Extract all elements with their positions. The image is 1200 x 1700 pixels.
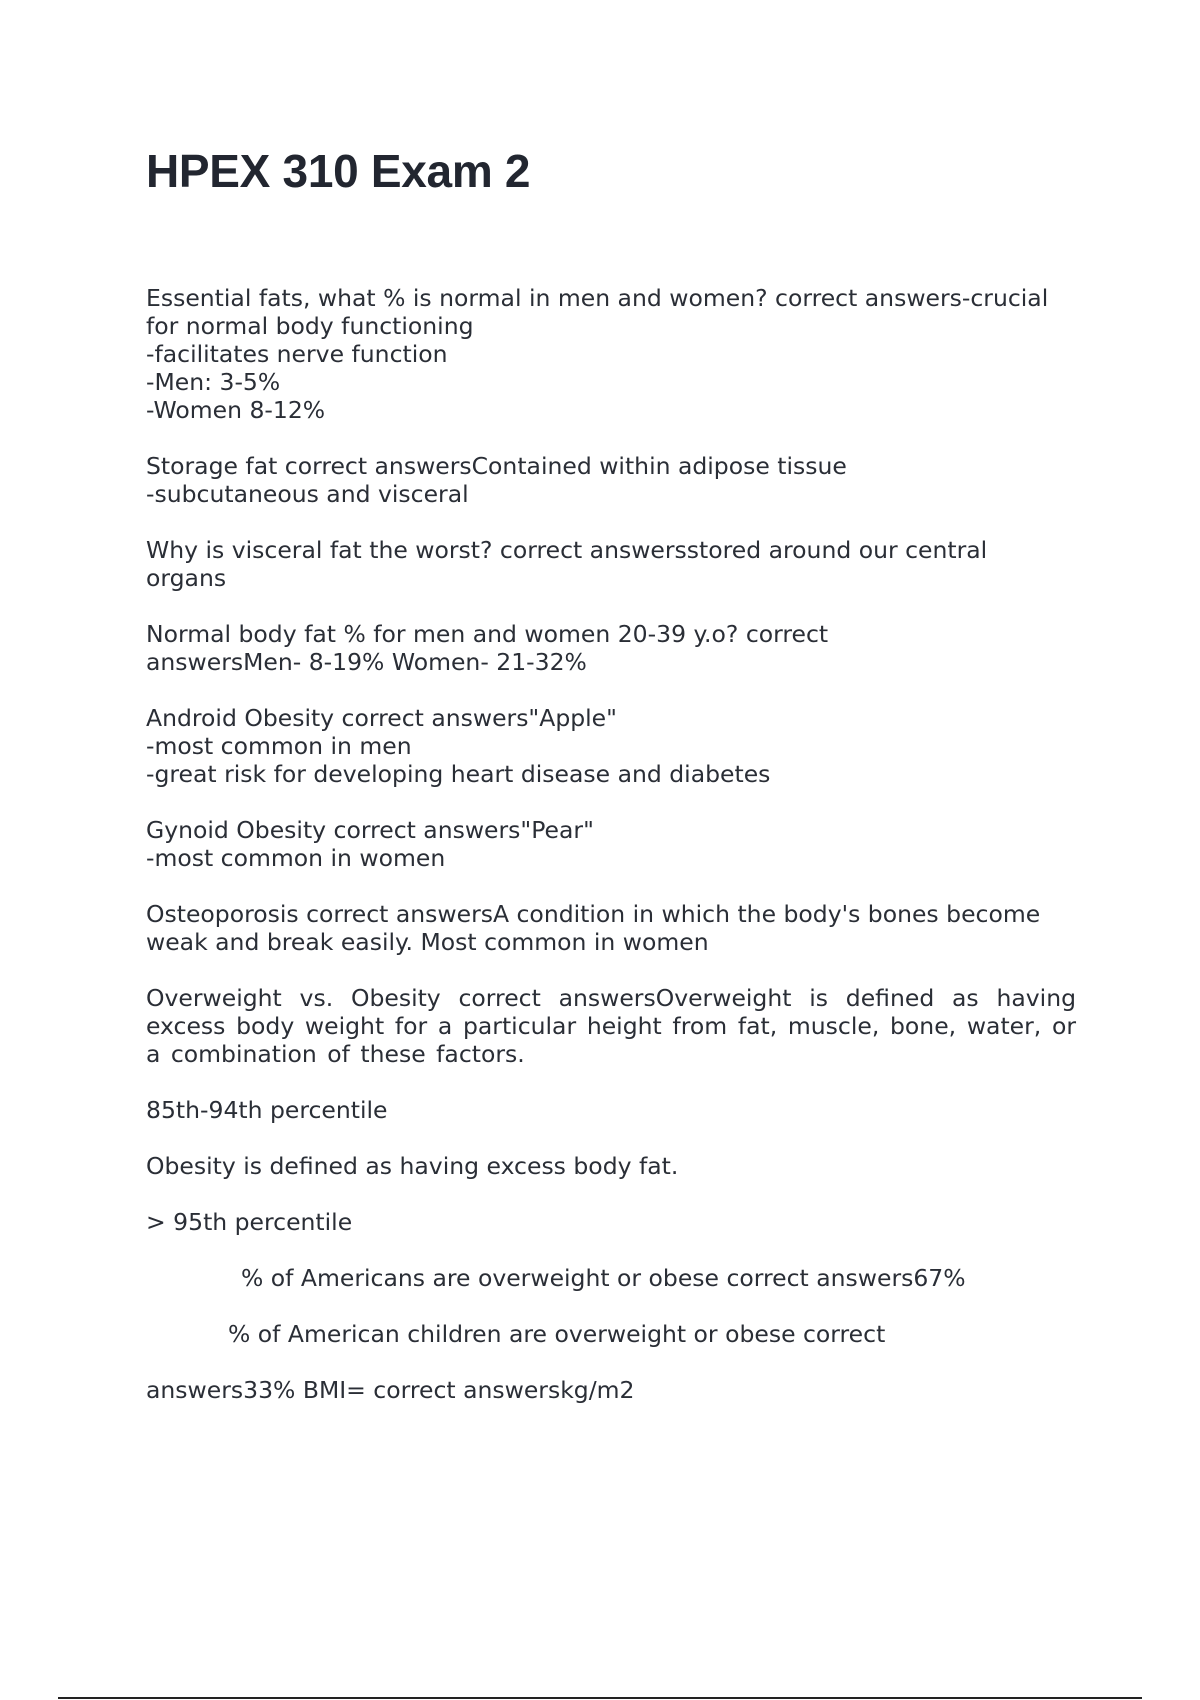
text-line: Osteoporosis correct answersA condition in which the body's bones become: [146, 900, 1041, 928]
qa-osteoporosis: [146, 900, 1076, 956]
text-line: -great risk for developing heart disease and diabetes: [146, 760, 771, 788]
text-line: Android Obesity correct answers"Apple": [146, 704, 617, 732]
text-line: Storage fat correct answersContained within adipose tissue: [146, 452, 847, 480]
overweight-percentile: 85th-94th percentile: [146, 1096, 388, 1124]
text-line: -subcutaneous and visceral: [146, 480, 469, 508]
text-line: answersMen- 8-19% Women- 21-32%: [146, 648, 587, 676]
text-line: -facilitates nerve function: [146, 340, 448, 368]
document-title: HPEX 310 Exam 2: [146, 145, 531, 197]
qa-gynoid-obesity: [146, 816, 1076, 872]
qa-visceral-fat: [146, 536, 1076, 592]
text-line: Why is visceral fat the worst? correct answersstored around our central: [146, 536, 988, 564]
qa-android-obesity: [146, 704, 1076, 788]
text-line: for normal body functioning: [146, 312, 474, 340]
text-line: -Women 8-12%: [146, 396, 326, 424]
text-line: organs: [146, 564, 227, 592]
qa-overweight-vs-obesity: Overweight vs. Obesity correct answersOverweight is defined as having excess body weight for a particular height from fat, muscle, bone, water, or a combination of these factors.: [146, 984, 1076, 1068]
qa-essential-fats: [146, 284, 1076, 424]
document-body: [146, 284, 1076, 1432]
obesity-definition: Obesity is defined as having excess body fat.: [146, 1152, 679, 1180]
text-line: weak and break easily. Most common in women: [146, 928, 709, 956]
text-line: Essential fats, what % is normal in men and women? correct answers-crucial: [146, 284, 1049, 312]
text-line: -most common in women: [146, 844, 446, 872]
qa-normal-body-fat: [146, 620, 1076, 676]
qa-americans-overweight: % of Americans are overweight or obese correct answers67%: [241, 1264, 966, 1292]
qa-children-overweight: % of American children are overweight or obese correct: [228, 1320, 886, 1348]
text-line: Normal body fat % for men and women 20-39 y.o? correct: [146, 620, 829, 648]
footer-divider: [58, 1697, 1142, 1699]
text-line: -most common in men: [146, 732, 412, 760]
qa-bmi: answers33% BMI= correct answerskg/m2: [146, 1376, 635, 1404]
text-line: -Men: 3-5%: [146, 368, 281, 396]
qa-storage-fat: [146, 452, 1076, 508]
obesity-percentile: > 95th percentile: [146, 1208, 353, 1236]
text-line: Gynoid Obesity correct answers"Pear": [146, 816, 594, 844]
